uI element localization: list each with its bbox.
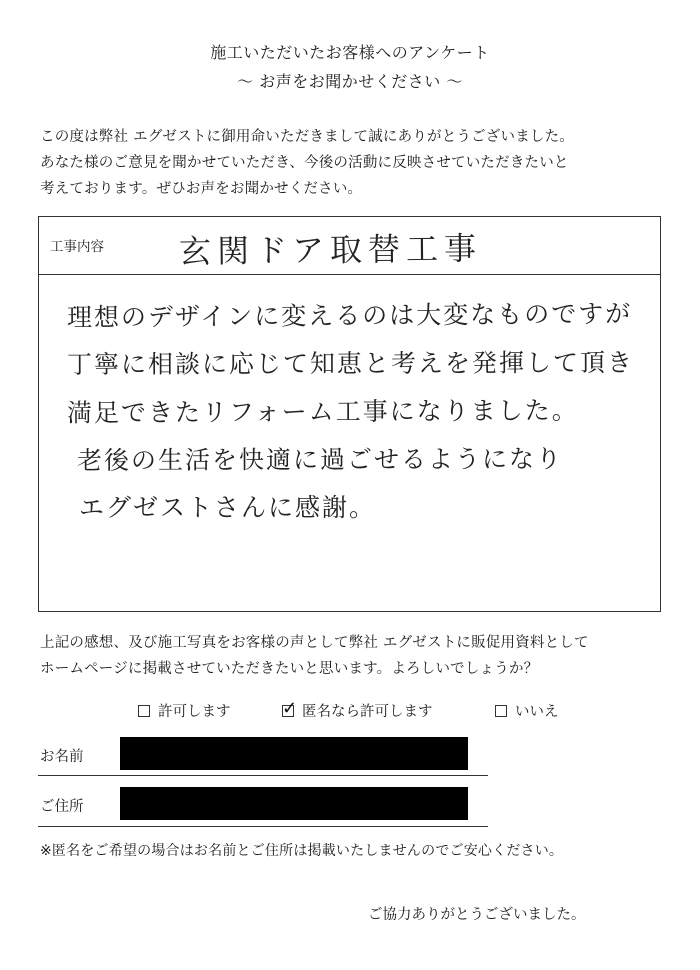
intro-line: この度は弊社 エグゼストに御用命いただきまして誠にありがとうございました。 — [40, 129, 575, 145]
option-anonymous[interactable] — [282, 697, 433, 721]
permission-line: ホームページに掲載させていただきたいと思います。よろしいでしょうか？ — [40, 661, 539, 677]
intro-text — [40, 124, 680, 202]
work-content-label: 工事内容 — [50, 239, 104, 255]
name-label: お名前 — [40, 749, 84, 765]
intro-line: あなた様のご意見を聞かせていただき、今後の活動に反映させていただきたいと — [40, 155, 569, 171]
checkbox-anonymous[interactable] — [282, 697, 298, 719]
option-decline[interactable] — [495, 700, 559, 721]
permission-text — [40, 630, 690, 682]
option-anonymous-label: 匿名なら許可します — [302, 704, 433, 720]
address-label: ご住所 — [40, 799, 84, 815]
option-decline-label: いいえ — [515, 704, 559, 720]
permission-line: 上記の感想、及び施工写真をお客様の声として弊社 エグゼストに販促用資料として — [40, 635, 589, 651]
comment-line: エグゼストさんに感謝。 — [79, 493, 377, 522]
anonymity-note: ※匿名をご希望の場合はお名前とご住所は掲載いたしませんのでご安心ください。 — [40, 843, 564, 859]
comment-line: 理想のデザインに変えるのは大変なものですが — [66, 299, 633, 333]
form-title: 施工いただいたお客様へのアンケート — [210, 43, 490, 62]
option-allow-label: 許可します — [158, 704, 231, 720]
work-content-row — [39, 217, 660, 275]
intro-line: 考えております。ぜひお声をお聞かせください。 — [40, 181, 363, 197]
option-allow[interactable] — [138, 700, 231, 721]
thanks-text: ご協力ありがとうございました。 — [368, 907, 586, 923]
customer-comment — [67, 292, 657, 532]
checkbox-allow[interactable] — [138, 705, 150, 717]
address-redacted — [120, 787, 468, 820]
survey-box — [38, 216, 661, 612]
checkbox-decline[interactable] — [495, 705, 507, 717]
address-underline — [38, 826, 488, 827]
form-subtitle: ～ お声をお聞かせください ～ — [237, 72, 463, 91]
checkmark-icon: ✓ — [282, 697, 298, 719]
comment-line: 丁寧に相談に応じて知恵と考えを発揮して頂き — [66, 348, 635, 380]
name-underline — [38, 775, 488, 776]
comment-line: 満足できたリフォーム工事になりました。 — [66, 395, 579, 428]
name-redacted — [120, 737, 468, 770]
comment-line: 老後の生活を快適に過ごせるようになり — [76, 444, 564, 475]
work-content-value: 玄関ドア取替工事 — [178, 229, 483, 271]
